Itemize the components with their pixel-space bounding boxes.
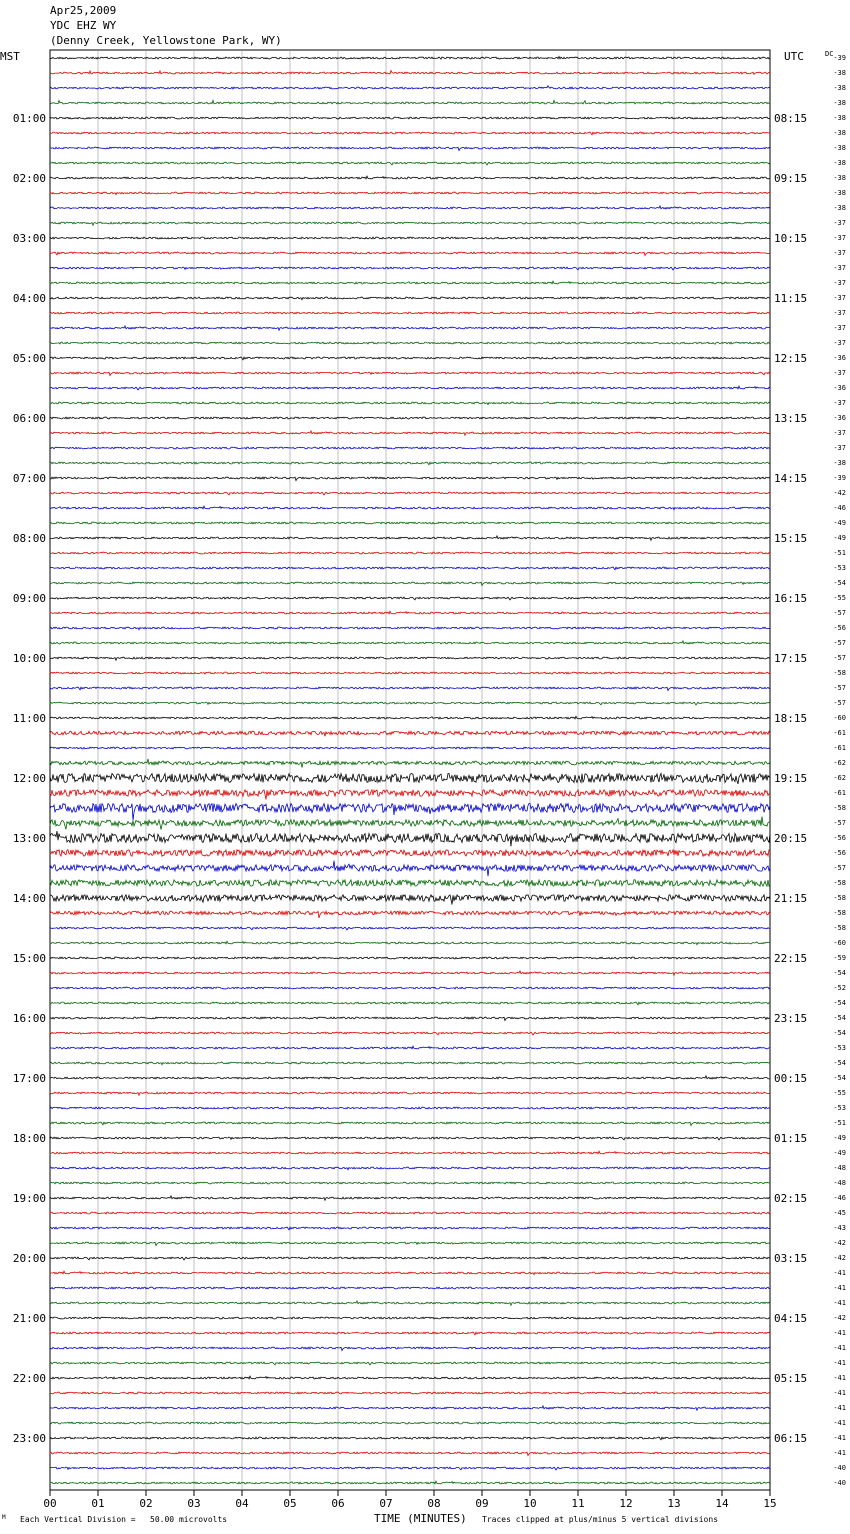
- trace-row: [50, 747, 770, 749]
- trace-row: [50, 552, 770, 554]
- dc-offset-label: -41: [833, 1344, 846, 1352]
- utc-hour-label: 06:15: [774, 1432, 808, 1445]
- trace-row: [50, 611, 770, 614]
- trace-row: [50, 357, 770, 360]
- trace-row: [50, 206, 770, 209]
- trace-row: [50, 927, 770, 930]
- dc-offset-label: -41: [833, 1419, 846, 1427]
- trace-row: [50, 492, 770, 495]
- dc-offset-label: -38: [833, 144, 846, 152]
- trace-row: [50, 402, 770, 405]
- trace-row: [50, 627, 770, 630]
- x-tick-label: 00: [43, 1497, 57, 1510]
- dc-offset-label: -58: [833, 894, 846, 902]
- trace-row: [50, 1242, 770, 1245]
- trace-row: [50, 672, 770, 674]
- trace-row: [50, 971, 770, 975]
- dc-offset-label: -37: [833, 279, 846, 287]
- dc-offset-label: -38: [833, 114, 846, 122]
- dc-offset-label: -59: [833, 954, 846, 962]
- x-tick-label: 13: [667, 1497, 681, 1510]
- dc-offset-label: -38: [833, 69, 846, 77]
- trace-row: [50, 1347, 770, 1350]
- utc-hour-label: 12:15: [774, 352, 808, 365]
- dc-offset-label: -62: [833, 759, 846, 767]
- mst-hour-label: 19:00: [12, 1192, 46, 1205]
- dc-offset-label: -36: [833, 384, 846, 392]
- trace-row: [50, 462, 770, 465]
- dc-offset-label: -58: [833, 804, 846, 812]
- trace-row: [50, 417, 770, 419]
- utc-hour-label: 13:15: [774, 412, 808, 425]
- dc-offset-label: -41: [833, 1374, 846, 1382]
- trace-row: [50, 1212, 770, 1214]
- dc-offset-label: -37: [833, 249, 846, 257]
- dc-offset-label: -48: [833, 1179, 846, 1187]
- mst-hour-label: 12:00: [12, 772, 46, 785]
- trace-row: [50, 162, 770, 165]
- utc-hour-label: 18:15: [774, 712, 808, 725]
- dc-offset-label: -52: [833, 984, 846, 992]
- trace-row: [50, 267, 770, 270]
- mst-hour-label: 04:00: [12, 292, 46, 305]
- trace-row: [50, 522, 770, 524]
- trace-row: [50, 582, 770, 585]
- trace-row: [50, 1076, 770, 1079]
- trace-row: [50, 1362, 770, 1365]
- dc-offset-label: -58: [833, 669, 846, 677]
- utc-hour-label: 16:15: [774, 592, 808, 605]
- dc-offset-label: -58: [833, 879, 846, 887]
- dc-offset-label: -37: [833, 309, 846, 317]
- trace-row: [50, 192, 770, 195]
- dc-offset-label: -53: [833, 564, 846, 572]
- trace-row: [50, 597, 770, 600]
- dc-offset-label: -42: [833, 489, 846, 497]
- corner-mark-icon: M: [2, 1514, 6, 1521]
- trace-row: [50, 1227, 770, 1230]
- trace-row: [50, 911, 770, 918]
- dc-offset-label: -38: [833, 84, 846, 92]
- trace-row: [50, 477, 770, 480]
- dc-offset-label: -60: [833, 939, 846, 947]
- dc-offset-label: -41: [833, 1389, 846, 1397]
- mst-hour-label: 15:00: [12, 952, 46, 965]
- dc-offset-label: -54: [833, 1074, 846, 1082]
- dc-offset-label: -57: [833, 609, 846, 617]
- dc-offset-label: -62: [833, 774, 846, 782]
- mst-hour-label: 06:00: [12, 412, 46, 425]
- mst-hour-label: 11:00: [12, 712, 46, 725]
- trace-row: [50, 100, 770, 104]
- mst-hour-label: 14:00: [12, 892, 46, 905]
- trace-row: [50, 252, 770, 255]
- trace-row: [50, 1287, 770, 1289]
- trace-row: [50, 1182, 770, 1184]
- location-label: (Denny Creek, Yellowstone Park, WY): [50, 34, 282, 47]
- date-label: Apr25,2009: [50, 4, 117, 17]
- dc-offset-label: -54: [833, 1059, 846, 1067]
- trace-row: [50, 1196, 770, 1200]
- trace-row: [50, 1437, 770, 1440]
- trace-row: [50, 1271, 770, 1275]
- trace-row: [50, 1452, 770, 1455]
- dc-offset-label: -37: [833, 219, 846, 227]
- mst-hour-label: 16:00: [12, 1012, 46, 1025]
- trace-row: [50, 506, 770, 510]
- trace-row: [50, 1002, 770, 1005]
- utc-hour-label: 03:15: [774, 1252, 808, 1265]
- utc-hour-label: 20:15: [774, 832, 808, 845]
- dc-offset-label: -57: [833, 654, 846, 662]
- dc-offset-label: -38: [833, 204, 846, 212]
- trace-row: [50, 326, 770, 330]
- dc-offset-label: -61: [833, 744, 846, 752]
- mst-hour-label: 01:00: [12, 112, 46, 125]
- dc-offset-label: -41: [833, 1359, 846, 1367]
- utc-hour-label: 22:15: [774, 952, 808, 965]
- trace-row: [50, 941, 770, 945]
- mst-hour-label: 09:00: [12, 592, 46, 605]
- trace-row: [50, 237, 770, 239]
- dc-offset-label: -37: [833, 339, 846, 347]
- trace-row: [50, 1481, 770, 1484]
- trace-row: [50, 957, 770, 959]
- dc-offset-label: -39: [833, 54, 846, 62]
- dc-offset-label: -38: [833, 129, 846, 137]
- dc-offset-label: -37: [833, 429, 846, 437]
- plot-frame: [50, 50, 770, 1490]
- dc-offset-label: -43: [833, 1224, 846, 1232]
- trace-row: [50, 1317, 770, 1319]
- trace-row: [50, 1122, 770, 1125]
- dc-offset-label: -36: [833, 414, 846, 422]
- clip-note: Traces clipped at plus/minus 5 vertical divisions: [482, 1515, 719, 1524]
- mst-hour-label: 13:00: [12, 832, 46, 845]
- dc-offset-label: -41: [833, 1284, 846, 1292]
- dc-offset-label: -41: [833, 1299, 846, 1307]
- dc-offset-label: -37: [833, 399, 846, 407]
- trace-row: [50, 386, 770, 390]
- mst-hour-label: 05:00: [12, 352, 46, 365]
- trace-row: [50, 1151, 770, 1154]
- dc-offset-label: -55: [833, 1089, 846, 1097]
- dc-offset-label: -41: [833, 1434, 846, 1442]
- trace-row: [50, 657, 770, 660]
- trace-row: [50, 687, 770, 690]
- trace-row: [50, 1062, 770, 1065]
- dc-offset-label: -39: [833, 474, 846, 482]
- trace-row: [50, 895, 770, 905]
- trace-row: [50, 1032, 770, 1035]
- dc-offset-label: -54: [833, 579, 846, 587]
- dc-offset-label: -53: [833, 1044, 846, 1052]
- trace-row: [50, 222, 770, 225]
- trace-row: [50, 1107, 770, 1109]
- dc-offset-label: -36: [833, 354, 846, 362]
- dc-offset-label: -42: [833, 1254, 846, 1262]
- trace-row: [50, 1467, 770, 1470]
- x-tick-label: 04: [235, 1497, 249, 1510]
- x-tick-label: 01: [91, 1497, 105, 1510]
- dc-offset-label: -54: [833, 1029, 846, 1037]
- dc-offset-label: -58: [833, 909, 846, 917]
- trace-row: [50, 372, 770, 375]
- utc-hour-label: 10:15: [774, 232, 808, 245]
- x-tick-label: 07: [379, 1497, 393, 1510]
- dc-offset-label: -56: [833, 849, 846, 857]
- utc-hour-label: 14:15: [774, 472, 808, 485]
- dc-offset-label: -37: [833, 324, 846, 332]
- x-tick-label: 08: [427, 1497, 441, 1510]
- x-tick-label: 15: [763, 1497, 777, 1510]
- trace-row: [50, 1092, 770, 1095]
- trace-row: [50, 176, 770, 179]
- station-label: YDC EHZ WY: [50, 19, 117, 32]
- utc-hour-label: 17:15: [774, 652, 808, 665]
- trace-row: [50, 86, 770, 89]
- x-tick-label: 05: [283, 1497, 297, 1510]
- dc-offset-label: -45: [833, 1209, 846, 1217]
- dc-offset-label: -55: [833, 594, 846, 602]
- utc-hour-label: 02:15: [774, 1192, 808, 1205]
- utc-hour-label: 05:15: [774, 1372, 808, 1385]
- trace-row: [50, 790, 770, 800]
- mst-hour-label: 18:00: [12, 1132, 46, 1145]
- dc-offset-label: -51: [833, 549, 846, 557]
- mst-hour-label: 02:00: [12, 172, 46, 185]
- trace-row: [50, 641, 770, 644]
- trace-row: [50, 1017, 770, 1020]
- utc-hour-label: 19:15: [774, 772, 808, 785]
- trace-row: [50, 1137, 770, 1140]
- dc-offset-label: -38: [833, 159, 846, 167]
- trace-row: [50, 1257, 770, 1260]
- utc-axis-label: UTC: [784, 50, 804, 63]
- trace-row: [50, 447, 770, 449]
- x-tick-label: 03: [187, 1497, 201, 1510]
- trace-row: [50, 759, 770, 768]
- mst-hour-label: 22:00: [12, 1372, 46, 1385]
- mst-hour-label: 20:00: [12, 1252, 46, 1265]
- x-tick-label: 06: [331, 1497, 345, 1510]
- dc-offset-label: -40: [833, 1479, 846, 1487]
- trace-row: [50, 1422, 770, 1424]
- dc-offset-label: -58: [833, 924, 846, 932]
- trace-row: [50, 1376, 770, 1380]
- dc-offset-label: -37: [833, 444, 846, 452]
- trace-row: [50, 716, 770, 719]
- mst-axis-label: MST: [0, 50, 20, 63]
- trace-row: [50, 147, 770, 150]
- trace-row: [50, 1406, 770, 1410]
- trace-row: [50, 804, 770, 821]
- dc-offset-label: -54: [833, 999, 846, 1007]
- dc-offset-label: -56: [833, 624, 846, 632]
- trace-row: [50, 1167, 770, 1170]
- utc-hour-label: 04:15: [774, 1312, 808, 1325]
- dc-offset-label: -53: [833, 1104, 846, 1112]
- trace-row: [50, 117, 770, 119]
- trace-row: [50, 132, 770, 135]
- utc-hour-label: 21:15: [774, 892, 808, 905]
- dc-offset-label: -46: [833, 1194, 846, 1202]
- dc-offset-label: -57: [833, 864, 846, 872]
- dc-offset-label: -41: [833, 1329, 846, 1337]
- trace-row: [50, 57, 770, 60]
- dc-offset-label: -40: [833, 1464, 846, 1472]
- trace-row: [50, 1301, 770, 1305]
- dc-offset-label: -60: [833, 714, 846, 722]
- dc-offset-label: -38: [833, 189, 846, 197]
- dc-offset-label: -49: [833, 534, 846, 542]
- dc-offset-label: -38: [833, 459, 846, 467]
- trace-row: [50, 567, 770, 570]
- dc-offset-label: -54: [833, 969, 846, 977]
- trace-row: [50, 342, 770, 344]
- x-tick-label: 14: [715, 1497, 729, 1510]
- dc-label: DC: [825, 50, 834, 58]
- trace-row: [50, 312, 770, 314]
- trace-row: [50, 1332, 770, 1335]
- dc-offset-label: -38: [833, 99, 846, 107]
- trace-row: [50, 71, 770, 75]
- dc-offset-label: -57: [833, 699, 846, 707]
- mst-hour-label: 23:00: [12, 1432, 46, 1445]
- trace-row: [50, 431, 770, 435]
- trace-row: [50, 831, 770, 846]
- dc-offset-label: -37: [833, 234, 846, 242]
- x-tick-label: 09: [475, 1497, 489, 1510]
- dc-offset-label: -57: [833, 684, 846, 692]
- dc-offset-label: -61: [833, 789, 846, 797]
- dc-offset-label: -41: [833, 1404, 846, 1412]
- dc-offset-label: -49: [833, 1134, 846, 1142]
- dc-offset-label: -41: [833, 1269, 846, 1277]
- utc-hour-label: 11:15: [774, 292, 808, 305]
- dc-offset-label: -37: [833, 294, 846, 302]
- trace-row: [50, 817, 770, 830]
- trace-row: [50, 880, 770, 886]
- mst-hour-label: 08:00: [12, 532, 46, 545]
- trace-row: [50, 987, 770, 989]
- trace-row: [50, 1046, 770, 1049]
- dc-offset-label: -56: [833, 834, 846, 842]
- dc-offset-label: -41: [833, 1449, 846, 1457]
- dc-offset-label: -42: [833, 1239, 846, 1247]
- x-tick-label: 02: [139, 1497, 153, 1510]
- dc-offset-label: -37: [833, 264, 846, 272]
- utc-hour-label: 09:15: [774, 172, 808, 185]
- utc-hour-label: 08:15: [774, 112, 808, 125]
- mst-hour-label: 17:00: [12, 1072, 46, 1085]
- x-tick-label: 10: [523, 1497, 537, 1510]
- dc-offset-label: -57: [833, 639, 846, 647]
- utc-hour-label: 01:15: [774, 1132, 808, 1145]
- dc-offset-label: -54: [833, 1014, 846, 1022]
- trace-row: [50, 536, 770, 540]
- x-tick-label: 12: [619, 1497, 633, 1510]
- mst-hour-label: 07:00: [12, 472, 46, 485]
- dc-offset-label: -48: [833, 1164, 846, 1172]
- dc-offset-label: -37: [833, 369, 846, 377]
- dc-offset-label: -49: [833, 1149, 846, 1157]
- trace-row: [50, 731, 770, 736]
- mst-hour-label: 21:00: [12, 1312, 46, 1325]
- utc-hour-label: 15:15: [774, 532, 808, 545]
- dc-offset-label: -46: [833, 504, 846, 512]
- trace-row: [50, 1392, 770, 1394]
- trace-row: [50, 774, 770, 784]
- trace-row: [50, 850, 770, 856]
- x-axis-title: TIME (MINUTES): [374, 1512, 467, 1525]
- scale-note: Each Vertical Division = 50.00 microvolts: [20, 1515, 228, 1524]
- x-tick-label: 11: [571, 1497, 585, 1510]
- trace-row: [50, 281, 770, 284]
- mst-hour-label: 03:00: [12, 232, 46, 245]
- utc-hour-label: 23:15: [774, 1012, 808, 1025]
- dc-offset-label: -38: [833, 174, 846, 182]
- dc-offset-label: -61: [833, 729, 846, 737]
- dc-offset-label: -42: [833, 1314, 846, 1322]
- trace-row: [50, 297, 770, 300]
- utc-hour-label: 00:15: [774, 1072, 808, 1085]
- dc-offset-label: -51: [833, 1119, 846, 1127]
- trace-row: [50, 861, 770, 877]
- dc-offset-label: -57: [833, 819, 846, 827]
- trace-row: [50, 702, 770, 705]
- dc-offset-label: -49: [833, 519, 846, 527]
- mst-hour-label: 10:00: [12, 652, 46, 665]
